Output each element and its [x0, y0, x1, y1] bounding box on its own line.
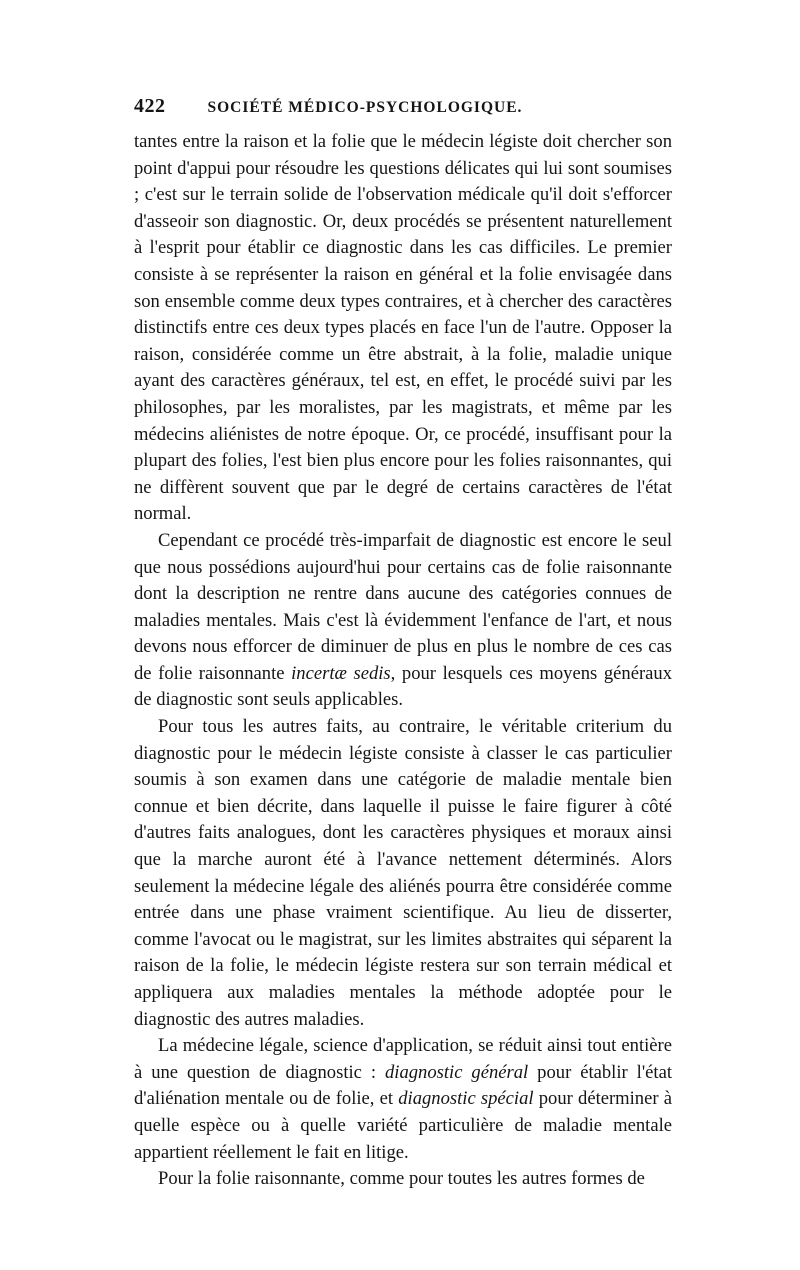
paragraph [134, 714, 672, 1033]
text-segment: Pour la folie raisonnante, comme pour toutes les autres formes de [158, 1168, 645, 1190]
italic-term: diagnostic spécial [398, 1088, 534, 1110]
text-segment: La médecine légale, science d'application, se réduit ainsi tout entière à une question de diagnostic : [134, 1035, 672, 1083]
page-number: 422 [134, 95, 166, 117]
italic-term: diagnostic général [384, 1061, 529, 1083]
paragraph [134, 1166, 672, 1193]
paragraph-continuation [134, 129, 672, 528]
text-segment: , pour lesquels ces moyens généraux de diagnostic sont seuls applicables. [134, 662, 672, 711]
running-title: SOCIÉTÉ MÉDICO-PSYCHOLOGIQUE. [207, 99, 523, 116]
paragraph [134, 1033, 672, 1166]
page-header [134, 95, 674, 119]
body-text [134, 129, 672, 1193]
paragraph [134, 528, 672, 714]
text-segment: Cependant ce procédé très-imparfait de diagnostic est encore le seul que nous possédions aujourd'hui pour certains cas de folie raisonnante dont la description ne rentre dans aucune des catégories connues de maladies mentales. Mais c'est là évidemment l'enfance de l'art, et nous devons nous efforcer de diminuer de plus en plus le nombre de ces cas de folie raisonnante [134, 529, 672, 684]
text-segment: pour déterminer à quelle espèce ou à quelle variété particulière de maladie mentale appartient réellement le fait en litige. [134, 1088, 672, 1163]
italic-term: incertæ sedis [291, 662, 391, 684]
text-segment: pour établir l'état d'aliénation mentale ou de folie, et [134, 1061, 673, 1110]
text-segment: tantes entre la raison et la folie que le médecin légiste doit chercher son point d'appui pour résoudre les questions délicates qui lui sont soumises ; c'est sur le terrain solide de l'observation médicale qu'il doit s'efforcer d'asseoir son diagnostic. Or, deux procédés se présentent naturellement à l'esprit pour établir ce diagnostic dans les cas difficiles. Le premier consiste à se représenter la raison en général et la folie envisagée dans son ensemble comme deux types contraires, et à chercher des caractères distinctifs entre ces deux types placés en face l'un de l'autre. Opposer la raison, considérée comme un être abstrait, à la folie, maladie unique ayant des caractères généraux, tel est, en effet, le procédé suivi par les philosophes, par les moralistes, par les magistrats, et même par les médecins aliénistes de notre époque. Or, ce procédé, insuffisant pour la plupart des folies, l'est bien plus encore pour les folies raisonnantes, qui ne diffèrent souvent que par le degré de certains caractères de l'état normal. [134, 131, 672, 525]
text-segment: Pour tous les autres faits, au contraire, le véritable criterium du diagnostic pour le médecin légiste consiste à classer le cas particulier soumis à son examen dans une catégorie de maladie mentale bien connue et bien décrite, dans laquelle il puisse le faire figurer à côté d'autres faits analogues, dont les caractères physiques et moraux ainsi que la marche auront été à l'avance nettement déterminés. Alors seulement la médecine légale des aliénés pourra être considérée comme entrée dans une phase vraiment scientifique. Au lieu de disserter, comme l'avocat ou le magistrat, sur les limites abstraites qui séparent la raison de la folie, le médecin légiste restera sur son terrain médical et appliquera aux maladies mentales la méthode adoptée pour le diagnostic des autres maladies. [134, 716, 672, 1030]
